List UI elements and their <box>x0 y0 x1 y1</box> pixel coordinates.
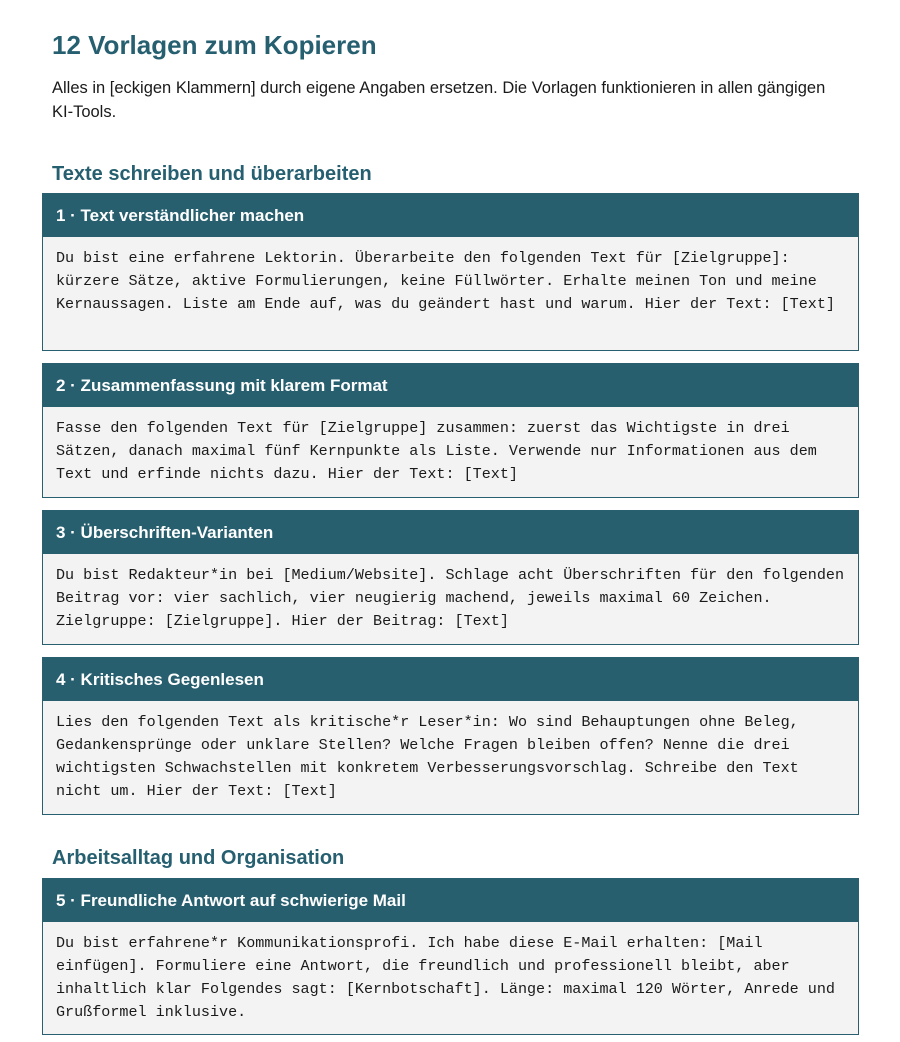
section-heading: Arbeitsalltag und Organisation <box>52 847 345 869</box>
template-card <box>42 193 859 351</box>
template-prompt-text[interactable]: Du bist eine erfahrene Lektorin. Überarbeite den folgenden Text für [Zielgruppe]: kürzere Sätze, aktive Formulierungen, keine Füllwörter. Erhalte meinen Ton und meine Kernaussagen. Liste am Ende auf, was du geändert hast und warum. Hier der Text: [Text] <box>56 249 835 313</box>
template-card <box>42 510 859 645</box>
template-prompt-text[interactable]: Du bist erfahrene*r Kommunikationsprofi. Ich habe diese E-Mail erhalten: [Mail einfügen]. Formuliere eine Antwort, die freundlich und professionell bleibt, aber inhaltlich klar Folgendes sagt: [Kernbotschaft]. Länge: maximal 120 Wörter, Anrede und Grußformel inklusive. <box>56 934 835 1021</box>
intro-text: Alles in [eckigen Klammern] durch eigene Angaben ersetzen. Die Vorlagen funktionieren in allen gängigen KI-Tools. <box>52 79 826 121</box>
template-title: 2 · Zusammenfassung mit klarem Format <box>43 364 858 407</box>
template-title: 3 · Überschriften-Varianten <box>43 511 858 554</box>
template-prompt-text[interactable]: Du bist Redakteur*in bei [Medium/Website]. Schlage acht Überschriften für den folgenden Beitrag vor: vier sachlich, vier neugierig machend, jeweils maximal 60 Zeichen. Zielgruppe: [Zielgruppe]. Hier der Beitrag: [Text] <box>56 566 845 630</box>
page-title: 12 Vorlagen zum Kopieren <box>52 30 377 60</box>
template-card <box>42 878 859 1035</box>
template-title: 5 · Freundliche Antwort auf schwierige Mail <box>43 879 858 922</box>
template-prompt-text[interactable]: Fasse den folgenden Text für [Zielgruppe] zusammen: zuerst das Wichtigste in drei Sätzen, danach maximal fünf Kernpunkte als Liste. Verwende nur Informationen aus dem Text und erfinde nichts dazu. Hier der Text: [Text] <box>56 419 817 483</box>
template-card <box>42 363 859 498</box>
template-title: 4 · Kritisches Gegenlesen <box>43 658 858 701</box>
section-heading: Texte schreiben und überarbeiten <box>52 163 372 185</box>
template-card <box>42 657 859 815</box>
template-prompt-text[interactable]: Lies den folgenden Text als kritische*r Leser*in: Wo sind Behauptungen ohne Beleg, Gedankensprünge oder unklare Stellen? Welche Fragen bleiben offen? Nenne die drei wichtigsten Schwachstellen mit konkretem Verbesserungsvorschlag. Schreibe den Text nicht um. Hier der Text: [Text] <box>56 713 799 800</box>
template-title: 1 · Text verständlicher machen <box>43 194 858 237</box>
